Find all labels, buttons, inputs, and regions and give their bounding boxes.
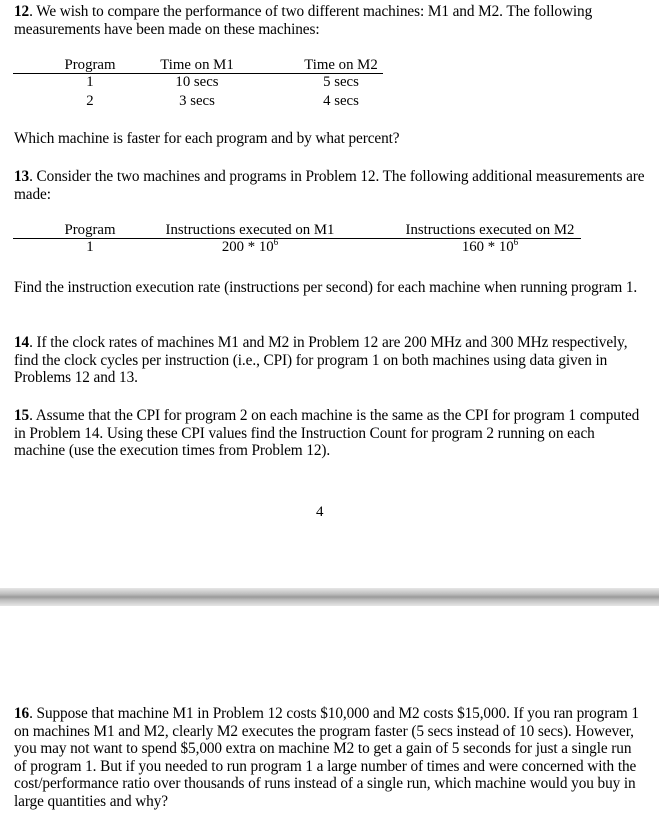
problem-16-text: 16. Suppose that machine M1 in Problem 12 costs $10,000 and M2 costs $15,000. If you ran program 1 on machines M1 and M2, clearly M2 executes the program faster (5 secs instead of 10 secs). However, you may not want to spend $5,000 extra on machine M2 to get a gain of 5 seconds for just a single run of program 1. But if you needed to run program 1 a large number of times and were concerned with the cost/performance ratio over thousands of runs instead of a single run, which machine would you buy in large quantities and why? [14, 705, 639, 810]
problem-13-question: Find the instruction execution rate (instructions per second) for each machine when running program 1. [14, 279, 638, 296]
page-number: 4 [316, 504, 324, 520]
table-cell: 1 [86, 74, 94, 90]
table-cell: 1 [86, 239, 94, 255]
table-cell: 4 secs [323, 93, 359, 109]
problem-13-table [0, 222, 659, 262]
problem-12-question: Which machine is faster for each program and by what percent? [14, 130, 400, 147]
problem-13-text: 13. Consider the two machines and programs in Problem 12. The following additional measurements are made: [14, 168, 645, 203]
document-page-2 [0, 606, 659, 832]
table-cell: 10 secs [175, 74, 219, 90]
problem-13-number: 13 [14, 168, 30, 185]
table-cell: 3 secs [179, 93, 215, 109]
problem-14-number: 14 [14, 334, 30, 351]
problem-16-number: 16 [14, 705, 30, 722]
table-header-time-m2: Time on M2 [304, 57, 378, 73]
table-header-program: Program [64, 57, 116, 73]
table-header-program: Program [64, 222, 116, 238]
table-cell: 5 secs [323, 74, 359, 90]
problem-12-number: 12 [14, 3, 30, 20]
problem-12-table [0, 57, 659, 117]
table-header-instructions-m2: Instructions executed on M2 [405, 222, 575, 238]
table-header-time-m1: Time on M1 [160, 57, 234, 73]
table-header-instructions-m1: Instructions executed on M1 [165, 222, 335, 238]
page-separator [0, 588, 659, 606]
table-cell: $160 * 10^6$ [461, 237, 519, 255]
problem-15-number: 15 [14, 407, 30, 424]
problem-14-text: 14. If the clock rates of machines M1 and M2 in Problem 12 are 200 MHz and 300 MHz respectively, find the clock cycles per instruction (i.e., CPI) for program 1 on both machines using data given in Problems 12 and 13. [14, 334, 628, 387]
table-cell: 2 [86, 93, 94, 109]
table-cell: $200 * 10^6$ [221, 237, 279, 255]
problem-12-text: 12. We wish to compare the performance of two different machines: M1 and M2. The following measurements have been made on these machines: [14, 3, 593, 38]
problem-15-text: 15. Assume that the CPI for program 2 on each machine is the same as the CPI for program 1 computed in Problem 14. Using these CPI values find the Instruction Count for program 2 running on each machine (use the execution times from Problem 12). [14, 407, 640, 460]
